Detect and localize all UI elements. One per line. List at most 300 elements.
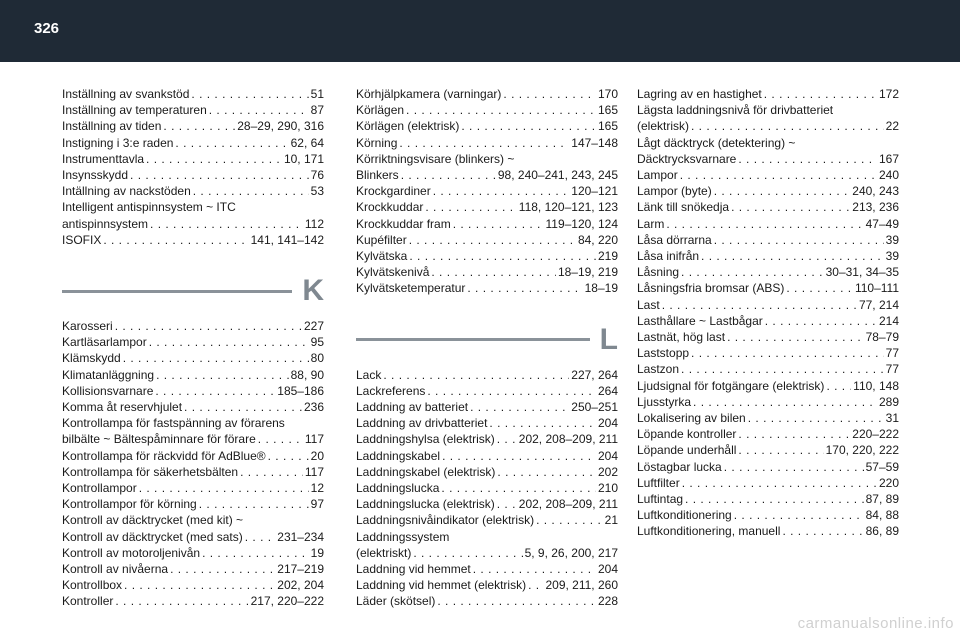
index-entry bbox=[62, 448, 324, 464]
dot-leader bbox=[150, 216, 303, 232]
index-entry-text: Lokalisering av bilen bbox=[637, 411, 746, 426]
section-letter: K bbox=[302, 274, 324, 308]
index-entry-row bbox=[62, 167, 324, 183]
index-entry-row bbox=[62, 334, 324, 350]
section-letter-heading bbox=[62, 274, 324, 308]
dot-leader bbox=[497, 431, 517, 447]
page-reference: 202, 204 bbox=[277, 578, 324, 593]
index-entry-row bbox=[62, 118, 324, 134]
index-entry-row bbox=[637, 232, 899, 248]
index-entry bbox=[637, 361, 899, 377]
index-entry-row bbox=[62, 383, 324, 399]
index-entry bbox=[62, 167, 324, 183]
index-column-1 bbox=[62, 86, 324, 610]
index-entry-text: Intelligent antispinnsystem ~ ITC bbox=[62, 200, 236, 215]
index-entry-row bbox=[637, 248, 899, 264]
index-entry-text: Luftkonditionering bbox=[637, 508, 732, 523]
index-entry-row bbox=[62, 151, 324, 167]
dot-leader bbox=[467, 280, 582, 296]
index-entry bbox=[637, 313, 899, 329]
dot-leader bbox=[748, 410, 884, 426]
index-entry bbox=[62, 496, 324, 512]
index-entry-text: Lack bbox=[356, 367, 382, 382]
index-entry-row bbox=[62, 561, 324, 577]
dot-leader bbox=[503, 86, 596, 102]
dot-leader bbox=[693, 394, 877, 410]
page-reference: 210 bbox=[597, 481, 618, 496]
index-entry-text: Blinkers bbox=[356, 168, 399, 183]
index-entry-text: Kontrollampor för körning bbox=[62, 497, 197, 512]
page-reference: 39 bbox=[885, 249, 899, 264]
page-reference: 18–19, 219 bbox=[557, 265, 618, 280]
index-entry-text: Laddningslucka (elektrisk) bbox=[356, 497, 495, 512]
dot-leader bbox=[470, 399, 569, 415]
index-entry bbox=[637, 102, 899, 134]
dot-leader bbox=[724, 459, 864, 475]
page-reference: 78–79 bbox=[865, 330, 899, 345]
index-entry-text: Lågt däcktryck (detektering) ~ bbox=[637, 135, 796, 150]
index-entry bbox=[62, 151, 324, 167]
dot-leader bbox=[691, 118, 884, 134]
page-reference: 165 bbox=[597, 119, 618, 134]
index-entry bbox=[356, 118, 618, 134]
index-entry-row bbox=[356, 367, 618, 383]
dot-leader bbox=[536, 512, 603, 528]
dot-leader bbox=[155, 383, 275, 399]
index-entry bbox=[62, 512, 324, 544]
dot-leader bbox=[685, 491, 864, 507]
dot-leader bbox=[130, 167, 309, 183]
index-entry bbox=[62, 183, 324, 199]
dot-leader bbox=[163, 118, 235, 134]
dot-leader bbox=[681, 361, 884, 377]
page-reference: 240 bbox=[878, 168, 899, 183]
index-entry-text: Kollisionsvarnare bbox=[62, 383, 154, 398]
page-reference: 77 bbox=[885, 346, 899, 361]
index-entry bbox=[62, 232, 324, 248]
index-entry-row bbox=[637, 167, 899, 183]
index-entry bbox=[356, 448, 618, 464]
index-entry-text: Inställning av temperaturen bbox=[62, 103, 207, 118]
page-reference: 289 bbox=[878, 394, 899, 409]
page-reference: 77 bbox=[885, 362, 899, 377]
page-reference: 202, 208–209, 211 bbox=[518, 497, 618, 512]
dot-leader bbox=[401, 167, 496, 183]
index-entry bbox=[356, 529, 618, 561]
index-entry bbox=[62, 350, 324, 366]
index-entry-text: Klimatanläggning bbox=[62, 367, 155, 382]
index-entry-row bbox=[637, 264, 899, 280]
index-entry-row bbox=[356, 199, 618, 215]
index-entry-row bbox=[62, 577, 324, 593]
dot-leader bbox=[727, 329, 864, 345]
dot-leader bbox=[786, 280, 853, 296]
index-entry-text: Insynsskydd bbox=[62, 168, 129, 183]
index-entry-row bbox=[637, 297, 899, 313]
index-entry-row bbox=[62, 593, 324, 609]
index-entry bbox=[356, 399, 618, 415]
page-reference: 209, 211, 260 bbox=[545, 578, 618, 593]
dot-leader bbox=[461, 118, 596, 134]
index-entry bbox=[637, 183, 899, 199]
page-reference: 204 bbox=[597, 448, 618, 463]
index-entry-text: Kontroll av däcktrycket (med kit) ~ bbox=[62, 513, 244, 528]
index-entry bbox=[356, 431, 618, 447]
page-reference: 118, 120–121, 123 bbox=[518, 200, 618, 215]
page-reference: 202, 208–209, 211 bbox=[518, 432, 618, 447]
index-entry bbox=[62, 464, 324, 480]
index-entry-text: Lastnät, hög last bbox=[637, 330, 726, 345]
index-entry-row bbox=[637, 523, 899, 539]
dot-leader bbox=[682, 475, 877, 491]
index-entry bbox=[62, 561, 324, 577]
index-entry-row bbox=[62, 318, 324, 334]
index-entry-text: Luftkonditionering, manuell bbox=[637, 524, 781, 539]
page-reference: 19 bbox=[310, 545, 324, 560]
dot-leader bbox=[714, 183, 851, 199]
page-reference: 220 bbox=[878, 475, 899, 490]
index-entry-row bbox=[62, 102, 324, 118]
page-reference: 228 bbox=[597, 594, 618, 609]
index-entry bbox=[637, 475, 899, 491]
index-entry-row bbox=[356, 415, 618, 431]
index-entry bbox=[356, 464, 618, 480]
index-entry-text: Intällning av nackstöden bbox=[62, 184, 191, 199]
index-entry bbox=[356, 183, 618, 199]
index-entry-text: Kontrollampa för fastspänning av förarens bbox=[62, 416, 285, 431]
index-entry-text: Däcktrycksvarnare bbox=[637, 151, 737, 166]
index-entry bbox=[637, 378, 899, 394]
index-entry-row bbox=[637, 410, 899, 426]
index-entry-text: Löpande underhåll bbox=[637, 443, 737, 458]
index-entry-text: Kontrollampa för säkerhetsbälten bbox=[62, 464, 239, 479]
index-entry bbox=[356, 102, 618, 118]
index-entry bbox=[356, 593, 618, 609]
index-entry-row bbox=[356, 248, 618, 264]
page-reference: 5, 9, 26, 200, 217 bbox=[524, 545, 618, 560]
index-entry-text: Laddningskabel (elektrisk) bbox=[356, 464, 496, 479]
index-entry bbox=[356, 512, 618, 528]
dot-leader bbox=[528, 577, 543, 593]
page-reference: 217, 220–222 bbox=[250, 594, 324, 609]
index-entry-row bbox=[62, 464, 324, 480]
index-entry-text: (elektrisk) bbox=[637, 119, 690, 134]
index-entry-text: Lampor bbox=[637, 168, 678, 183]
index-entry-row bbox=[356, 512, 618, 528]
index-entry-text: Laddningssystem bbox=[356, 529, 450, 544]
index-entry bbox=[637, 410, 899, 426]
index-entry-row bbox=[62, 448, 324, 464]
dot-leader bbox=[193, 183, 309, 199]
dot-leader bbox=[399, 135, 569, 151]
index-entry bbox=[356, 199, 618, 215]
index-entry-row bbox=[356, 480, 618, 496]
index-entry-text: Krockkuddar fram bbox=[356, 216, 451, 231]
page-reference: 204 bbox=[597, 416, 618, 431]
index-entry-row bbox=[637, 313, 899, 329]
dot-leader bbox=[738, 442, 823, 458]
index-entry-text: Laststopp bbox=[637, 346, 690, 361]
index-entry bbox=[356, 264, 618, 280]
page-number: 326 bbox=[34, 20, 60, 37]
page-reference: 20 bbox=[310, 448, 324, 463]
index-entry-row bbox=[356, 183, 618, 199]
index-entry-row bbox=[637, 459, 899, 475]
index-entry-text: Larm bbox=[637, 216, 665, 231]
dot-leader bbox=[427, 383, 596, 399]
dot-leader bbox=[666, 216, 863, 232]
index-entry-row bbox=[356, 496, 618, 512]
dot-leader bbox=[209, 102, 309, 118]
dot-leader bbox=[691, 345, 884, 361]
index-entry-text: Körning bbox=[356, 135, 398, 150]
index-entry-row bbox=[62, 480, 324, 496]
index-entry-text: Körlägen bbox=[356, 103, 405, 118]
index-entry-row bbox=[637, 216, 899, 232]
page-reference: 31 bbox=[885, 411, 899, 426]
index-entry bbox=[62, 577, 324, 593]
index-entry-text: Låsa inifrån bbox=[637, 249, 700, 264]
index-entry-row bbox=[356, 167, 618, 183]
index-entry-text: Laddning av batteriet bbox=[356, 400, 469, 415]
watermark: carmanualsonline.info bbox=[797, 615, 954, 632]
page-reference: 30–31, 34–35 bbox=[825, 265, 899, 280]
index-entry-row bbox=[62, 135, 324, 151]
page-reference: 10, 171 bbox=[283, 151, 324, 166]
dot-leader bbox=[714, 232, 884, 248]
index-entry-text: Läder (skötsel) bbox=[356, 594, 436, 609]
index-entry-row bbox=[356, 577, 618, 593]
page-reference: 217–219 bbox=[277, 562, 324, 577]
index-entry bbox=[62, 593, 324, 609]
index-column-3 bbox=[637, 86, 899, 540]
index-entry-text: Inställning av svankstöd bbox=[62, 87, 190, 101]
index-entry bbox=[637, 199, 899, 215]
dot-leader bbox=[473, 561, 596, 577]
page-reference: 97 bbox=[310, 497, 324, 512]
index-entry-row bbox=[637, 345, 899, 361]
dot-leader bbox=[826, 378, 851, 394]
index-entry-text: Lackreferens bbox=[356, 383, 426, 398]
page-reference: 227 bbox=[303, 319, 324, 334]
page-reference: 21 bbox=[604, 513, 618, 528]
page-reference: 264 bbox=[597, 383, 618, 398]
dot-leader bbox=[258, 431, 303, 447]
index-entry-row bbox=[356, 448, 618, 464]
page-reference: 76 bbox=[310, 168, 324, 183]
index-entry bbox=[356, 367, 618, 383]
dot-leader bbox=[170, 561, 275, 577]
index-entry bbox=[637, 329, 899, 345]
dot-leader bbox=[199, 496, 309, 512]
index-entry-text: Luftintag bbox=[637, 492, 684, 507]
index-entry-row bbox=[356, 464, 618, 480]
index-entry-text: Löstagbar lucka bbox=[637, 459, 722, 474]
index-entry bbox=[356, 496, 618, 512]
index-entry bbox=[637, 135, 899, 167]
index-entry bbox=[62, 318, 324, 334]
page-reference: 165 bbox=[597, 103, 618, 118]
dot-leader bbox=[413, 545, 522, 561]
index-entry-text: Kartläsarlampor bbox=[62, 335, 147, 350]
index-entry-row bbox=[62, 545, 324, 561]
index-entry-text: Instrumenttavla bbox=[62, 151, 145, 166]
index-entry-text: Lastzon bbox=[637, 362, 680, 377]
page-reference: 84, 88 bbox=[865, 508, 899, 523]
dot-leader bbox=[425, 199, 516, 215]
page-reference: 227, 264 bbox=[571, 367, 618, 382]
index-entry-row bbox=[356, 383, 618, 399]
index-entry bbox=[356, 415, 618, 431]
index-entry-text: Inställning av tiden bbox=[62, 119, 162, 134]
dot-leader bbox=[202, 545, 309, 561]
index-entry-row bbox=[356, 86, 618, 102]
index-entry bbox=[356, 232, 618, 248]
index-entry-row bbox=[356, 216, 618, 232]
index-entry-text: Körhjälpkamera (varningar) bbox=[356, 87, 502, 101]
dot-leader bbox=[764, 86, 877, 102]
section-divider bbox=[356, 338, 590, 341]
index-entry-text: Kontrollampa för räckvidd för AdBlue® bbox=[62, 448, 266, 463]
index-entry bbox=[356, 151, 618, 183]
index-entry-row bbox=[356, 593, 618, 609]
index-entry-row bbox=[62, 399, 324, 415]
dot-leader bbox=[680, 167, 877, 183]
page-reference: 84, 220 bbox=[577, 232, 618, 247]
index-entry-text: Länk till snökedja bbox=[637, 200, 730, 215]
index-entry bbox=[637, 442, 899, 458]
page-reference: 214 bbox=[878, 313, 899, 328]
index-entry-text: antispinnsystem bbox=[62, 216, 149, 231]
index-entry-text: ISOFIX bbox=[62, 232, 102, 247]
dot-leader bbox=[139, 480, 309, 496]
index-entry-row bbox=[62, 350, 324, 366]
index-entry-row bbox=[637, 491, 899, 507]
index-entry bbox=[637, 523, 899, 539]
page-reference: 185–186 bbox=[277, 383, 324, 398]
index-entry-text: Laddningskabel bbox=[356, 448, 441, 463]
index-column-2 bbox=[356, 86, 618, 610]
index-entry-text: Krockkuddar bbox=[356, 200, 424, 215]
index-entry bbox=[62, 480, 324, 496]
dot-leader bbox=[731, 199, 850, 215]
index-entry bbox=[356, 480, 618, 496]
page-reference: 88, 90 bbox=[290, 367, 324, 382]
index-entry bbox=[356, 577, 618, 593]
page-header-bar bbox=[0, 0, 960, 62]
page-reference: 87 bbox=[310, 103, 324, 118]
index-entry bbox=[62, 415, 324, 447]
dot-leader bbox=[406, 102, 596, 118]
dot-leader bbox=[409, 232, 576, 248]
index-entry bbox=[356, 216, 618, 232]
dot-leader bbox=[681, 264, 824, 280]
index-entry-text: Kylvätsketemperatur bbox=[356, 281, 466, 296]
index-entry-text: Komma åt reservhjulet bbox=[62, 400, 183, 415]
page-reference: 110–111 bbox=[854, 281, 899, 296]
dot-leader bbox=[701, 248, 884, 264]
page-reference: 51 bbox=[310, 87, 324, 101]
dot-leader bbox=[489, 415, 596, 431]
page-reference: 170 bbox=[597, 87, 618, 101]
page-reference: 86, 89 bbox=[865, 524, 899, 539]
dot-leader bbox=[149, 334, 309, 350]
dot-leader bbox=[123, 350, 309, 366]
index-entry-text: Lagring av en hastighet bbox=[637, 87, 762, 101]
index-entry bbox=[62, 383, 324, 399]
index-entry bbox=[356, 280, 618, 296]
index-entry-text: Laddning av drivbatteriet bbox=[356, 416, 488, 431]
index-entry-text: Karosseri bbox=[62, 319, 113, 334]
index-entry-text: Laddning vid hemmet bbox=[356, 562, 471, 577]
dot-leader bbox=[245, 529, 276, 545]
index-entry-text: bilbälte ~ Bältespåminnare för förare bbox=[62, 432, 256, 447]
index-entry bbox=[637, 297, 899, 313]
index-entry-text: Körriktningsvisare (blinkers) ~ bbox=[356, 151, 515, 166]
dot-leader bbox=[175, 135, 288, 151]
index-entry-row bbox=[356, 280, 618, 296]
index-entry-row bbox=[637, 378, 899, 394]
dot-leader bbox=[738, 426, 850, 442]
index-entry-row bbox=[637, 475, 899, 491]
page-reference: 250–251 bbox=[571, 400, 618, 415]
index-entry bbox=[637, 86, 899, 102]
index-entry-text: Ljudsignal för fotgängare (elektrisk) bbox=[637, 378, 825, 393]
index-entry-row bbox=[637, 183, 899, 199]
index-entry-text: (elektriskt) bbox=[356, 545, 412, 560]
index-entry-row bbox=[356, 135, 618, 151]
index-entry-row bbox=[637, 394, 899, 410]
index-entry bbox=[637, 394, 899, 410]
dot-leader bbox=[497, 464, 596, 480]
dot-leader bbox=[409, 248, 596, 264]
index-entry-text: Laddningslucka bbox=[356, 481, 440, 496]
index-entry-row bbox=[62, 367, 324, 383]
index-entry-row bbox=[637, 426, 899, 442]
page-reference: 141, 141–142 bbox=[250, 232, 324, 247]
index-entry-row bbox=[62, 183, 324, 199]
index-entry bbox=[637, 248, 899, 264]
index-entry bbox=[62, 334, 324, 350]
index-entry-text: Kontroll av däcktrycket (med sats) bbox=[62, 529, 243, 544]
page-reference: 202 bbox=[597, 464, 618, 479]
page-reference: 22 bbox=[885, 119, 899, 134]
index-entry-row bbox=[62, 216, 324, 232]
index-entry bbox=[356, 135, 618, 151]
index-entry-text: Klämskydd bbox=[62, 351, 121, 366]
index-entry-text: Ljusstyrka bbox=[637, 394, 692, 409]
index-entry-row bbox=[637, 329, 899, 345]
dot-leader bbox=[115, 318, 302, 334]
page-reference: 220–222 bbox=[852, 427, 899, 442]
index-entry bbox=[637, 232, 899, 248]
index-entry-row bbox=[62, 496, 324, 512]
index-entry-row bbox=[637, 199, 899, 215]
index-entry-text: Laddningsnivåindikator (elektrisk) bbox=[356, 513, 535, 528]
dot-leader bbox=[124, 577, 275, 593]
index-entry-row bbox=[637, 280, 899, 296]
page-reference: 62, 64 bbox=[290, 135, 324, 150]
index-entry bbox=[637, 216, 899, 232]
dot-leader bbox=[442, 448, 596, 464]
page-reference: 120–121 bbox=[571, 184, 618, 199]
index-entry bbox=[62, 545, 324, 561]
index-entry-row bbox=[637, 151, 899, 167]
page-reference: 231–234 bbox=[277, 529, 324, 544]
page-reference: 12 bbox=[310, 481, 324, 496]
index-entry-text: Kylvätskenivå bbox=[356, 265, 430, 280]
dot-leader bbox=[383, 367, 569, 383]
